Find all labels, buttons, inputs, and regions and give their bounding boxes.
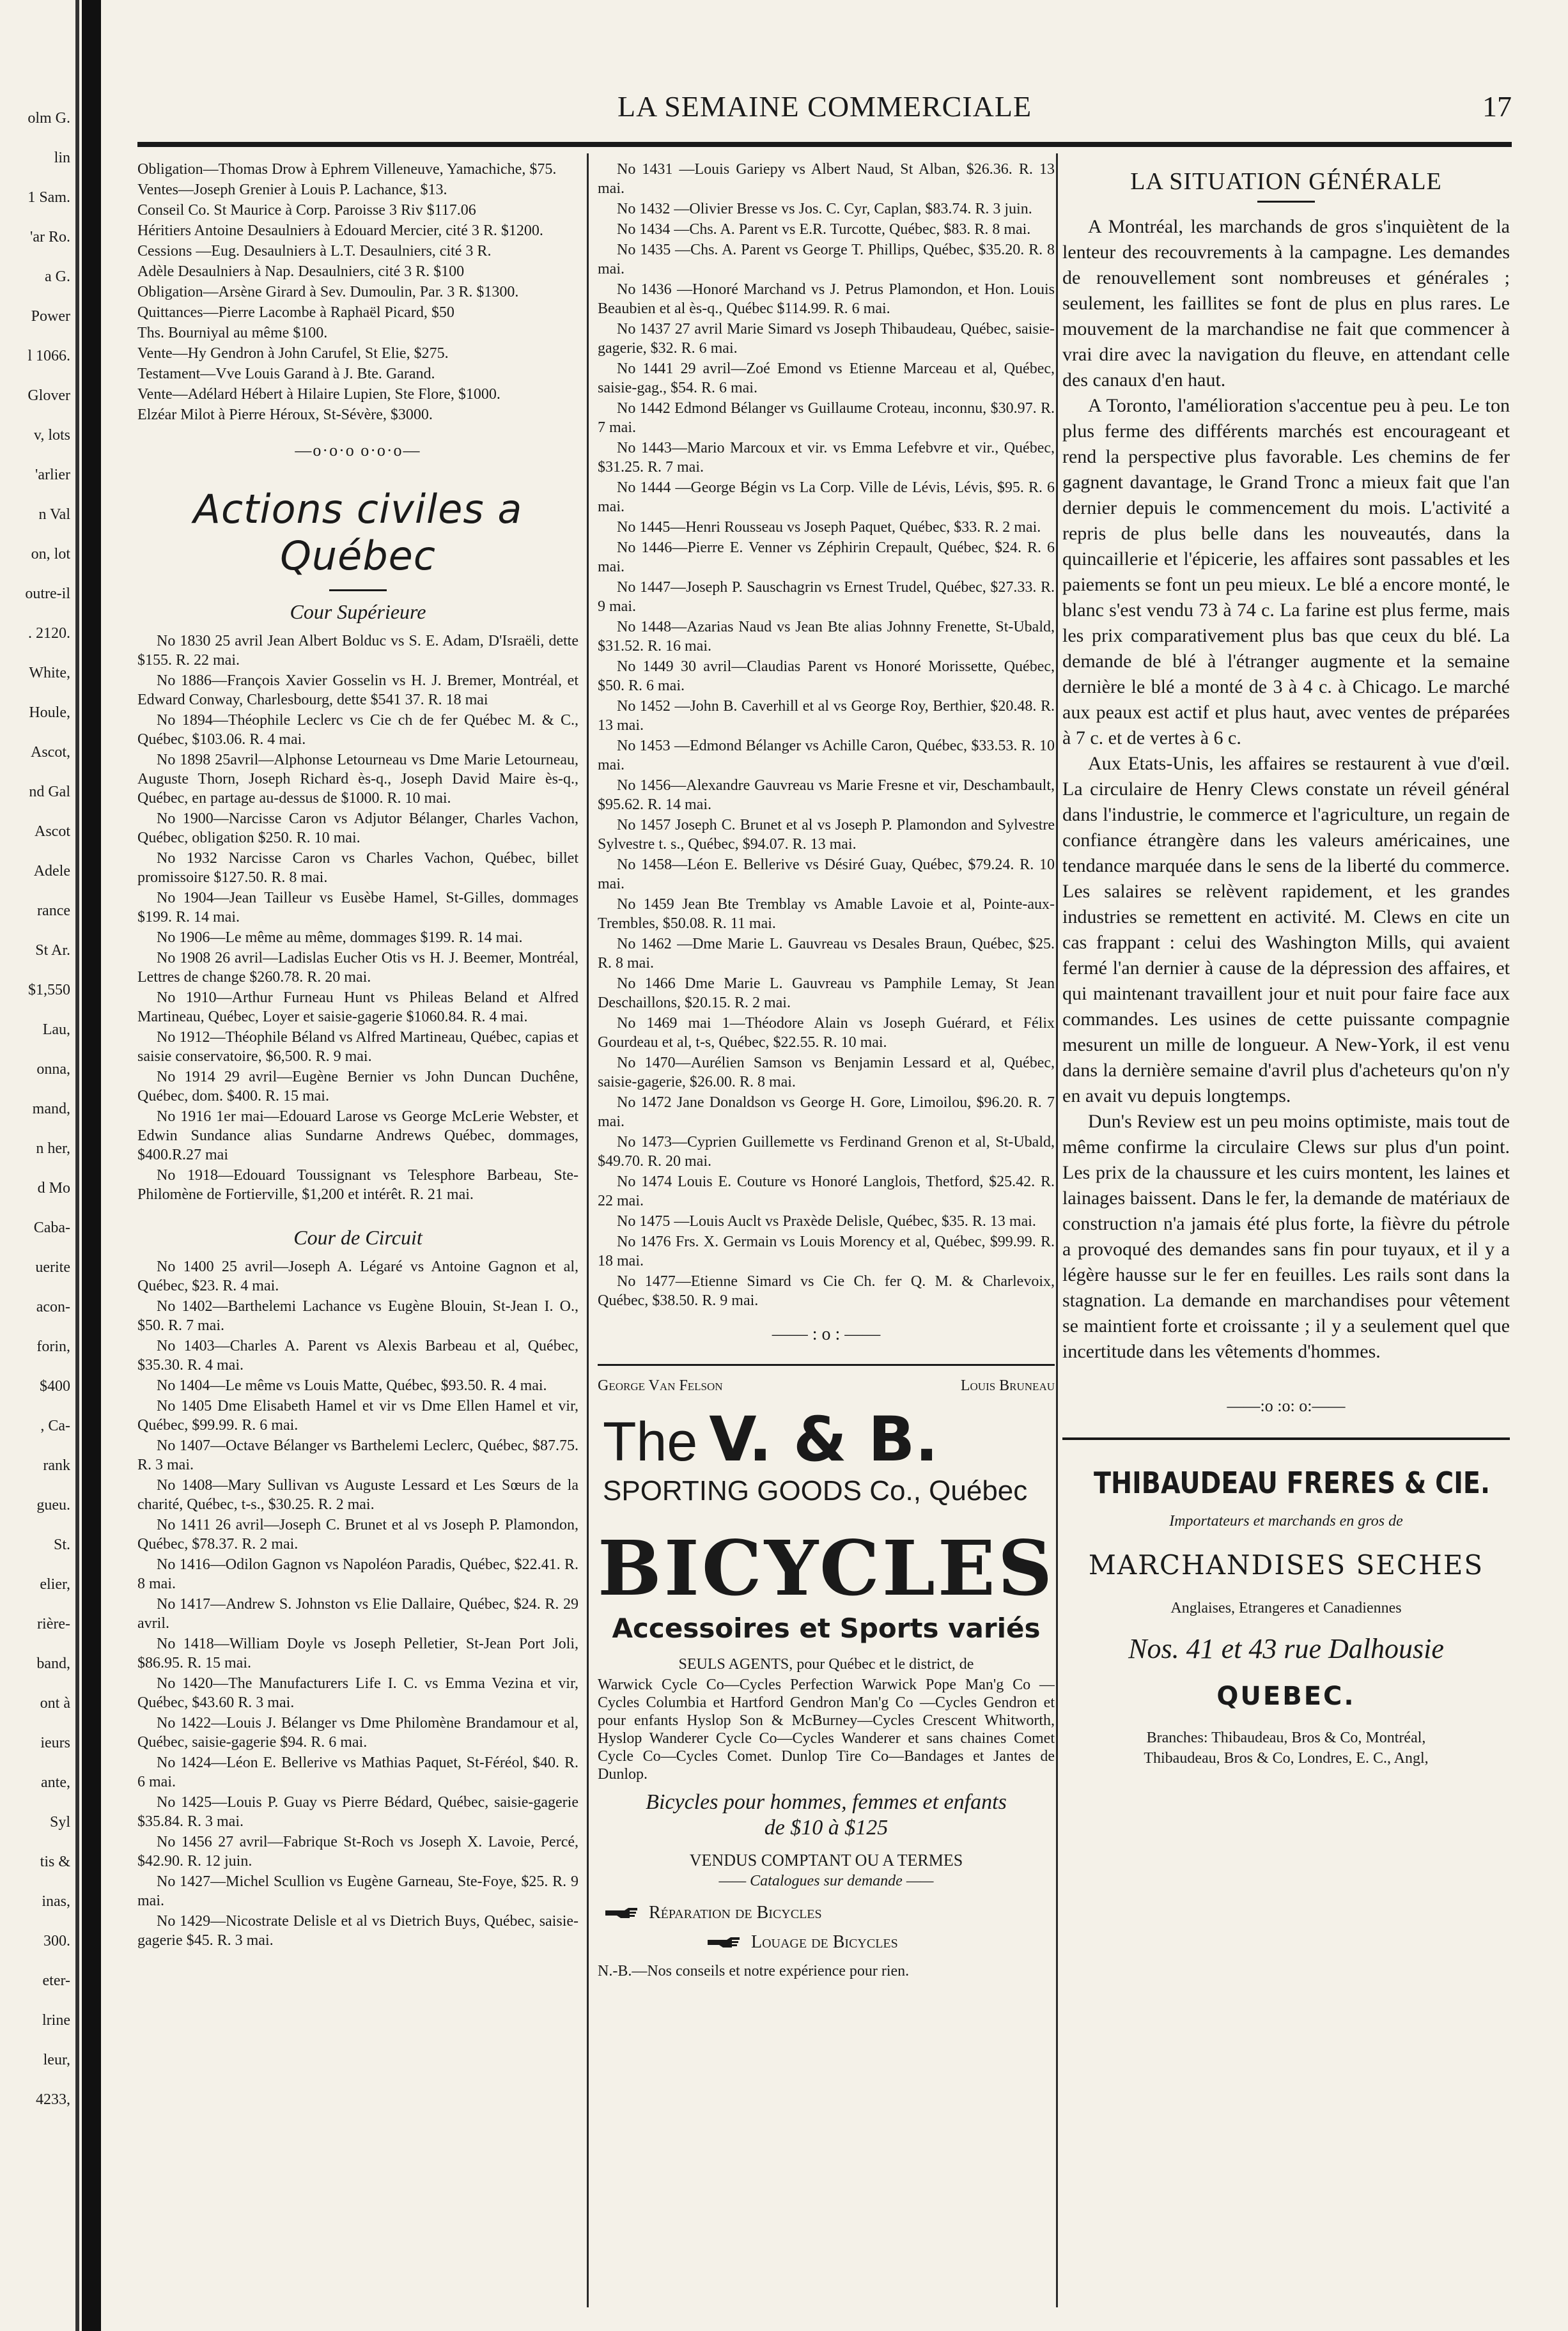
registry-entry: Adèle Desaulniers à Nap. Desaulniers, cité 3 R. $100 [137,263,465,280]
column-rule [1056,153,1058,2307]
subsection-cour-superieure: Cour Supérieure [290,600,426,623]
case-entry: No 1453 —Edmond Bélanger vs Achille Caron, Québec, $33.53. R. 10 mai. [598,738,1055,773]
ad-brand [603,1404,1055,1475]
tf-origins: Anglaises, Etrangeres et Canadiennes [1170,1600,1402,1616]
ad-catalogues: —— Catalogues sur demande —— [718,1873,934,1889]
case-entry: No 1418—William Doyle vs Joseph Pelletier, St-Jean Port Joli, $86.95. R. 15 mai. [137,1636,578,1671]
margin-fragment: Ascot [35,823,70,840]
margin-fragment: tis & [40,1854,70,1870]
case-entry: No 1431 —Louis Gariepy vs Albert Naud, St Alban, $26.36. R. 13 mai. [598,161,1055,197]
margin-fragment: 'arlier [35,467,70,483]
case-entry: No 1457 Joseph C. Brunet et al vs Joseph P. Plamondon and Sylvestre Sylvestre t. s., Québec, $94.07. R. 13 mai. [598,817,1055,853]
case-entry: No 1449 30 avril—Claudias Parent vs Honoré Morissette, Québec, $50. R. 6 mai. [598,658,1055,694]
margin-fragment: St. [53,1537,70,1553]
registry-entry: Obligation—Arsène Girard à Sev. Dumoulin, Par. 3 R. $1300. [137,284,519,300]
article-paragraph: Dun's Review est un peu moins optimiste, mais tout de même confirme la circulaire Clews sur plus d'un point. Les prix de la chaussure et les cuirs montent, les laines et lainages baissent. Dans le fer, la demande de matériaux de construction n'a jamais été plus forte, la fièvre du pétrole a provoqué des demandes sans fin pour tuyaux, et il y a légère hausse sur le fer en feuilles. Les rails sont dans la stagnation. La demande en marchandises pour vêtement se maintient forte et croissante ; il y a seulement quel que incertitude dans les vêtements d'hommes. [1062,1111,1510,1362]
margin-fragment: rière- [37,1616,70,1632]
case-entry: No 1904—Jean Tailleur vs Eusèbe Hamel, St-Gilles, dommages $199. R. 14 mai. [137,890,578,925]
pointing-hand-icon [706,1935,742,1950]
cour-circuit-entries [137,1257,578,1950]
ad-note: N.-B.—Nos conseils et notre expérience pour rien. [598,1963,910,1979]
registry-entry: Ventes—Joseph Grenier à Louis P. Lachance, $13. [137,182,447,198]
case-entry: No 1445—Henri Rousseau vs Joseph Paquet, Québec, $33. R. 2 mai. [617,519,1041,536]
situation-article [1062,214,1510,1365]
ad-rental-line [706,1932,1055,1953]
margin-fragment: Caba- [33,1220,70,1236]
tf-marchandises: MARCHANDISES SECHES [1088,1549,1484,1581]
ad-bicycles-for: Bicycles pour hommes, femmes et enfants [646,1790,1007,1814]
section-title-actions: Actions civiles a Québec [193,486,523,579]
margin-fragment: forin, [36,1338,70,1355]
margin-fragment: inas, [42,1893,70,1910]
thibaudeau-advertisement [1062,1437,1510,1769]
ad-agents: SEULS AGENTS, pour Québec et le district, de [678,1656,974,1673]
case-entry: No 1477—Etienne Simard vs Cie Ch. fer Q. M. & Charlevoix, Québec, $38.50. R. 9 mai. [598,1273,1055,1309]
tf-city: QUEBEC. [1216,1682,1356,1711]
margin-fragment: onna, [36,1061,70,1078]
case-entry: No 1452 —John B. Caverhill et al vs George Roy, Berthier, $20.48. R. 13 mai. [598,698,1055,734]
ad-agency-list: Warwick Cycle Co—Cycles Perfection Warwick Pope Man'g Co — Cycles Columbia et Hartford Gendron Man'g Co —Cycles Gendron et pour enfants Hyslop Son & McBurney—Cycles Crescent Whitworth, Hyslop Wanderer Cycle Co—Cycles Wanderer et sans chaines Comet Cycle Co—Cycles Comet. Dunlop Tire Co—Bandages et Jantes de Dunlop. [598,1677,1055,1783]
margin-fragment: eter- [42,1972,70,1989]
case-entry: No 1435 —Chs. A. Parent vs George T. Phillips, Québec, $35.20. R. 8 mai. [598,242,1055,277]
case-entry: No 1475 —Louis Auclt vs Praxède Delisle, Québec, $35. R. 13 mai. [617,1213,1036,1230]
registry-entries [137,160,578,424]
vb-advertisement [598,1364,1055,1981]
registry-entry: Ths. Bourniyal au même $100. [137,325,328,341]
margin-fragment: ont à [40,1695,70,1712]
registry-entry: Cessions —Eug. Desaulniers à L.T. Desaulniers, cité 3 R. [137,243,492,259]
margin-fragment: $1,550 [28,982,70,998]
ad-terms: VENDUS COMPTANT OU A TERMES [689,1851,963,1870]
page-header [137,89,1512,128]
case-entry: No 1466 Dme Marie L. Gauvreau vs Pamphile Lemay, St Jean Deschaillons, $20.15. R. 2 mai. [598,975,1055,1011]
case-entry: No 1408—Mary Sullivan vs Auguste Lessard et Les Sœurs de la charité, Québec, t-s., $30.25. R. 2 mai. [137,1477,578,1513]
case-entry: No 1898 25avril—Alphonse Letourneau vs Dme Marie Letourneau, Auguste Thorn, Joseph Richard ès-q., Joseph David Maire ès-q., Québec, en partage au-dessus de $1000. R. 10 mai. [137,752,578,807]
case-entry: No 1894—Théophile Leclerc vs Cie ch de fer Québec M. & C., Québec, $103.06. R. 4 mai. [137,712,578,748]
title-rule [329,589,387,591]
case-entry: No 1432 —Olivier Bresse vs Jos. C. Cyr, Caplan, $83.74. R. 3 juin. [617,201,1032,217]
case-entry: No 1424—Léon E. Bellerive vs Mathias Paquet, St-Féréol, $40. R. 6 mai. [137,1754,578,1790]
margin-fragment: a G. [45,268,70,285]
ad-accessoires: Accessoires et Sports variés [612,1613,1041,1644]
case-entry: No 1447—Joseph P. Sauschagrin vs Ernest Trudel, Québec, $27.33. R. 9 mai. [598,579,1055,615]
case-entry: No 1422—Louis J. Bélanger vs Dme Philomène Brandamour et al, Québec, saisie-gagerie $94. R. 6 mai. [137,1715,578,1751]
ad-bicycles-heading: BICYCLES [598,1524,1055,1613]
margin-fragment: Syl [49,1814,70,1831]
margin-fragment: White, [29,665,70,681]
case-entry: No 1427—Michel Scullion vs Eugène Garneau, Ste-Foye, $25. R. 9 mai. [137,1873,578,1909]
case-entry: No 1434 —Chs. A. Parent vs E.R. Turcotte, Québec, $83. R. 8 mai. [617,221,1031,238]
margin-fragment: 'ar Ro. [30,229,70,245]
margin-fragment: Adele [33,863,70,879]
case-entry: No 1914 29 avril—Eugène Bernier vs John Duncan Duchêne, Québec, dom. $400. R. 15 mai. [137,1069,578,1104]
case-entry: No 1416—Odilon Gagnon vs Napoléon Paradis, Québec, $22.41. R. 8 mai. [137,1556,578,1592]
case-entry: No 1473—Cyprien Guillemette vs Ferdinand Grenon et al, St-Ubald, $49.70. R. 20 mai. [598,1134,1055,1170]
case-entry: No 1459 Jean Bte Tremblay vs Amable Lavoie et al, Pointe-aux-Trembles, $50.08. R. 11 mai. [598,896,1055,932]
margin-fragment: Lau, [42,1021,70,1038]
column-rule [587,153,589,2307]
tf-company-name: THIBAUDEAU FRERES & CIE. [1094,1466,1490,1500]
case-entry: No 1900—Narcisse Caron vs Adjutor Bélanger, Charles Vachon, Québec, obligation $250. R. 10 mai. [137,810,578,846]
title-rule [1257,201,1315,203]
margin-fragment: d Mo [37,1180,70,1196]
margin-fragment: outre-il [25,585,70,602]
case-entry: No 1469 mai 1—Théodore Alain vs Joseph Guérard, et Félix Gourdeau et al, t-s, Québec, $22.55. R. 10 mai. [598,1015,1055,1051]
case-entry: No 1910—Arthur Furneau Hunt vs Phileas Beland et Alfred Martineau, Québec, Loyer et saisie-gagerie $1060.84. R. 4 mai. [137,989,578,1025]
article-paragraph: A Toronto, l'amélioration s'accentue peu à peu. Le ton plus ferme des différents marchés est encourageant et rend la perspective plus favorable. Les chemins de fer gagnent davantage, le Grand Tronc a mieux fait que l'an dernier depuis le commencement du mois. L'activité a repris de plus belle dans les nouveautés, dans la quincaillerie et l'épicerie, les affaires sont passables et les paiements se font un peu mieux. Le blé a encore monté, le blanc s'est vendu 73 à 74 c. La farine est plus ferme, mais les prix comparativement plus bas que ceux du blé. La demande de blé à l'étranger augmente et la semaine dernière le blé a monté de 3 à 4 c. à Chicago. Le marché aux peaux est actif et plus haut, avec ventes de préparées à 7 c. et de vertes à 6 c. [1062,395,1510,748]
section-title-situation: LA SITUATION GÉNÉRALE [1130,168,1442,195]
ad-name-left: George Van Felson [598,1377,723,1394]
registry-entry: Elzéar Milot à Pierre Héroux, St-Sévère, $3000. [137,407,433,423]
case-entry: No 1405 Dme Elisabeth Hamel et vir vs Dme Ellen Hamel et vir, Québec, $99.99. R. 6 mai. [137,1398,578,1434]
ad-reparation: Réparation de Bicycles [649,1903,822,1923]
case-entry: No 1830 25 avril Jean Albert Bolduc vs S. E. Adam, D'Israëli, dette $155. R. 22 mai. [137,633,578,669]
case-entry: No 1472 Jane Donaldson vs George H. Gore, Limoilou, $96.20. R. 7 mai. [598,1094,1055,1130]
margin-fragment: olm G. [27,110,70,127]
case-entry: No 1470—Aurélien Samson vs Benjamin Lessard et al, Québec, saisie-gagerie, $26.00. R. 8 mai. [598,1055,1055,1090]
registry-entry: Héritiers Antoine Desaulniers à Edouard Mercier, cité 3 R. $1200. [137,222,543,239]
margin-fragment: lin [54,150,70,166]
column-3 [1062,160,1510,2307]
margin-fragment: Ascot, [31,744,70,761]
margin-fragment: Power [31,308,70,325]
case-entry: No 1425—Louis P. Guay vs Pierre Bédard, Québec, saisie-gagerie $35.84. R. 3 mai. [137,1794,578,1830]
case-entry: No 1476 Frs. X. Germain vs Louis Morency et al, Québec, $99.99. R. 18 mai. [598,1234,1055,1269]
registry-entry: Quittances—Pierre Lacombe à Raphaël Picard, $50 [137,304,454,321]
column-1 [137,160,578,2307]
case-entry: No 1912—Théophile Béland vs Alfred Martineau, Québec, capias et saisie conservatoire, $6,500. R. 9 mai. [137,1029,578,1065]
case-entry: No 1429—Nicostrate Delisle et al vs Dietrich Buys, Québec, saisie-gagerie $45. R. 3 mai. [137,1913,578,1949]
page-number: 17 [1482,90,1512,123]
ad-proprietors [598,1377,1055,1395]
margin-fragment: on, lot [31,546,70,562]
ad-the: The [603,1411,698,1473]
margin-fragment: n Val [38,506,70,523]
column-2 [598,160,1055,2307]
case-entry: No 1411 26 avril—Joseph C. Brunet et al vs Joseph P. Plamondon, Québec, $78.37. R. 2 mai. [137,1517,578,1553]
case-entry: No 1908 26 avril—Ladislas Eucher Otis vs H. J. Beemer, Montréal, Lettres de change $260.78. R. 20 mai. [137,950,578,986]
margin-fragment: , Ca- [40,1418,70,1434]
ornament-separator: —— : o : —— [772,1324,881,1344]
margin-fragment: Glover [27,387,70,404]
case-entry: No 1402—Barthelemi Lachance vs Eugène Blouin, St-Jean I. O., $50. R. 7 mai. [137,1298,578,1334]
margin-fragment: lrine [42,2012,70,2029]
case-entry: No 1442 Edmond Bélanger vs Guillaume Croteau, inconnu, $30.97. R. 7 mai. [598,400,1055,436]
margin-fragment: Houle, [29,704,70,721]
case-entry: No 1886—François Xavier Gosselin vs H. J. Bremer, Montréal, et Edward Conway, Charlesbourg, dette $541 37. R. 18 mai [137,672,578,708]
case-entry: No 1916 1er mai—Edouard Larose vs George McLerie Webster, et Edwin Sundance alias Sundarne Andrews Québec, dommages, $400.R.27 mai [137,1108,578,1163]
case-entry: No 1443—Mario Marcoux et vir. vs Emma Lefebvre et vir., Québec, $31.25. R. 7 mai. [598,440,1055,476]
case-entry: No 1437 27 avril Marie Simard vs Joseph Thibaudeau, Québec, saisie-gagerie, $32. R. 6 mai. [598,321,1055,357]
margin-fragment: 4233, [36,2091,70,2108]
registry-entry: Vente—Hy Gendron à John Carufel, St Elie, $275. [137,345,449,362]
case-entry: No 1404—Le même vs Louis Matte, Québec, $93.50. R. 4 mai. [157,1377,547,1394]
margin-fragment: $400 [40,1378,70,1395]
subsection-cour-circuit: Cour de Circuit [293,1226,423,1249]
margin-fragment: rank [43,1457,70,1474]
tf-branches-1: Branches: Thibaudeau, Bros & Co, Montréal, [1146,1730,1426,1746]
page-binding-edge [82,0,101,2331]
case-entry: No 1420—The Manufacturers Life I. C. vs Emma Vezina et vir, Québec, $43.60 R. 3 mai. [137,1675,578,1711]
page-binding-shadow [75,0,79,2331]
pointing-hand-icon [604,1905,640,1921]
margin-fragment: 300. [43,1933,70,1949]
ad-sporting-goods: SPORTING GOODS Co., Québec [603,1475,1028,1506]
case-entry: No 1407—Octave Bélanger vs Barthelemi Leclerc, Québec, $87.75. R. 3 mai. [137,1437,578,1473]
tf-branches-2: Thibaudeau, Bros & Co, Londres, E. C., Angl, [1144,1750,1429,1767]
margin-fragment: rance [37,902,70,919]
case-entry: No 1446—Pierre E. Venner vs Zéphirin Crepault, Québec, $24. R. 6 mai. [598,539,1055,575]
case-entry: No 1918—Edouard Toussignant vs Telesphore Barbeau, Ste-Philomène de Fortierville, $1,200 et intérêt. R. 21 mai. [137,1167,578,1203]
case-entry: No 1400 25 avril—Joseph A. Légaré vs Antoine Gagnon et al, Québec, $23. R. 4 mai. [137,1258,578,1294]
ornament-separator: —o·o·o o·o·o— [295,441,421,460]
case-entry: No 1456 27 avril—Fabrique St-Roch vs Joseph X. Lavoie, Percé, $42.90. R. 12 juin. [137,1834,578,1870]
case-entry: No 1444 —George Bégin vs La Corp. Ville de Lévis, Lévis, $95. R. 6 mai. [598,479,1055,515]
ad-vb-logo: V. & B. [709,1404,938,1475]
case-entry: No 1462 —Dme Marie L. Gauvreau vs Desales Braun, Québec, $25. R. 8 mai. [598,936,1055,972]
ornament-separator: ——:o :o: o:—— [1227,1397,1346,1415]
registry-entry: Obligation—Thomas Drow à Ephrem Villeneuve, Yamachiche, $75. [137,161,557,178]
margin-fragment: St Ar. [35,942,70,959]
margin-fragment: 1 Sam. [27,189,70,206]
ad-name-right: Louis Bruneau [960,1377,1055,1394]
circuit-entries-continued [598,160,1055,1310]
article-paragraph: Aux Etats-Unis, les affaires se restaurent à vue d'œil. La circulaire de Henry Clews constate un réveil général dans l'industrie, le commerce et l'agriculture, un regain de confiance étrangère dans les valeurs américaines, une tendance marquée dans le sens de la liberté du commerce. Les salaires se relèvent rapidement, et les grandes industries se remettent en activité. M. Clews en cite un cas frappant : celui des Washington Mills, qui avaient fermé l'an dernier à cause de la dépression des affaires, et qui maintenant travaillent jour et nuit pour faire face aux commandes. Les usines de cette puissante compagnie mesurent un mille de longueur. A New-York, il est venu dans la dernière semaine d'avril plus d'acheteurs qu'on n'y en avait vu depuis longtemps. [1062,753,1510,1106]
margin-fragment: mand, [32,1101,70,1117]
ad-louage: Louage de Bicycles [751,1932,898,1952]
tf-address: Nos. 41 et 43 rue Dalhousie [1128,1633,1444,1664]
case-entry: No 1474 Louis E. Couture vs Honoré Langlois, Thetford, $25.42. R. 22 mai. [598,1173,1055,1209]
ad-price-range: de $10 à $125 [764,1816,889,1839]
case-entry: No 1417—Andrew S. Johnston vs Elie Dallaire, Québec, $24. R. 29 avril. [137,1596,578,1632]
header-title: LA SEMAINE COMMERCIALE [617,90,1032,123]
case-entry: No 1436 —Honoré Marchand vs J. Petrus Plamondon, et Hon. Louis Beaubien et al ès-q., Québec $114.99. R. 6 mai. [598,281,1055,317]
cour-superieure-entries [137,631,578,1204]
case-entry: No 1458—Léon E. Bellerive vs Désiré Guay, Québec, $79.24. R. 10 mai. [598,856,1055,892]
margin-fragment: uerite [35,1259,70,1276]
case-entry: No 1906—Le même au même, dommages $199. R. 14 mai. [157,929,523,946]
margin-fragment: elier, [40,1576,70,1593]
case-entry: No 1456—Alexandre Gauvreau vs Marie Fresne et vir, Deschambault, $95.62. R. 14 mai. [598,777,1055,813]
ad-repair-line [604,1903,1055,1923]
case-entry: No 1448—Azarias Naud vs Jean Bte alias Johnny Frenette, St-Ubald, $31.52. R. 16 mai. [598,619,1055,654]
margin-fragment: . 2120. [28,625,70,642]
margin-fragment: ieurs [40,1735,70,1751]
registry-entry: Vente—Adélard Hébert à Hilaire Lupien, Ste Flore, $1000. [137,386,501,403]
article-paragraph: A Montréal, les marchands de gros s'inquiètent de la lenteur des recouvrements à la campagne. Les demandes de renouvellement sont nombreuses et générales ; seulement, les faillites se font de plus en plus rares. Le mouvement de la marchandise ne fait que commencer à vrai dire avec la navigation du fleuve, en attendant celle des canaux d'en haut. [1062,216,1510,391]
margin-fragment: acon- [36,1299,70,1315]
tf-importateurs: Importateurs et marchands en gros de [1169,1513,1403,1529]
margin-fragment: n her, [36,1140,70,1157]
header-rule [137,142,1512,147]
margin-fragment: band, [36,1655,70,1672]
margin-fragment: nd Gal [29,784,70,800]
case-entry: No 1932 Narcisse Caron vs Charles Vachon, Québec, billet promissoire $127.50. R. 8 mai. [137,850,578,886]
margin-fragment: leur, [43,2052,70,2068]
case-entry: No 1403—Charles A. Parent vs Alexis Barbeau et al, Québec, $35.30. R. 4 mai. [137,1338,578,1374]
margin-fragment: ante, [41,1774,70,1791]
adjacent-page-fragments [0,109,72,2282]
registry-entry: Conseil Co. St Maurice à Corp. Paroisse 3 Riv $117.06 [137,202,476,219]
margin-fragment: v, lots [33,427,70,444]
case-entry: No 1441 29 avril—Zoé Emond vs Etienne Marceau et al, Québec, saisie-gag., $54. R. 6 mai. [598,360,1055,396]
margin-fragment: l 1066. [27,348,70,364]
registry-entry: Testament—Vve Louis Garand à J. Bte. Garand. [137,366,435,382]
margin-fragment: gueu. [36,1497,70,1514]
